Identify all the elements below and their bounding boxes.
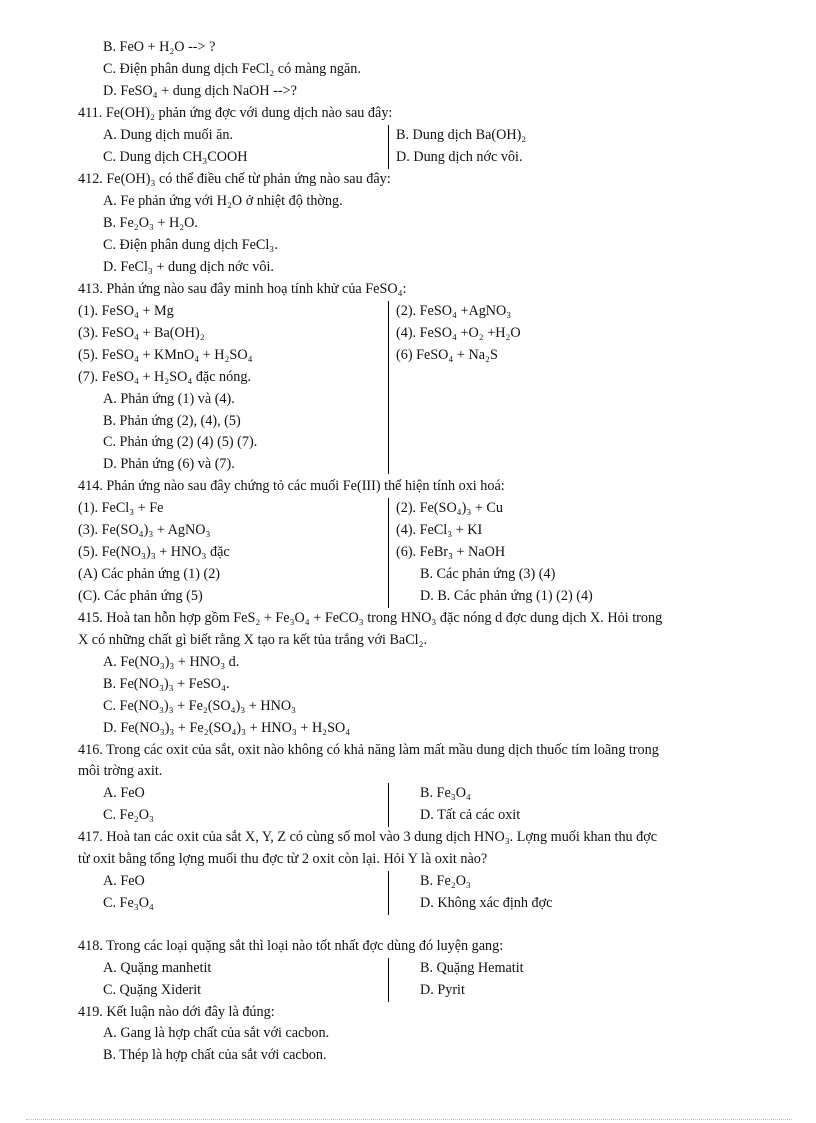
text-line: D. B. Các phản ứng (1) (2) (4) xyxy=(420,588,593,604)
text-line: C. Điện phân dung dịch FeCl₂ có màng ngăn. xyxy=(103,61,361,77)
text-line: 412. Fe(OH)₃ có thể điều chế từ phản ứng nào sau đây: xyxy=(78,171,391,187)
text-line: B. Dung dịch Ba(OH)₂ xyxy=(396,127,527,143)
text-line: B. Fe₂O₃ xyxy=(420,873,471,889)
text-line: (5). FeSO₄ + KMnO₄ + H₂SO₄ xyxy=(78,347,253,363)
text-line: (5). Fe(NO₃)₃ + HNO₃ đặc xyxy=(78,544,230,560)
text-line: C. Dung dịch CH₃COOH xyxy=(103,149,248,165)
text-line: B. Quặng Hematit xyxy=(420,960,524,976)
text-line: A. Dung dịch muối ăn. xyxy=(103,127,234,143)
text-line: (7). FeSO₄ + H₂SO₄ đặc nóng. xyxy=(78,369,251,385)
text-line: B. Thép là hợp chất của sắt với cacbon. xyxy=(103,1047,327,1063)
text-line: B. Phản ứng (2), (4), (5) xyxy=(103,413,241,429)
text-line: 415. Hoà tan hỗn hợp gồm FeS₂ + Fe₃O₄ + FeCO₃ trong HNO₃ đặc nóng d đợc dung dịch X. Hỏi trong xyxy=(78,610,663,626)
column-divider xyxy=(388,498,389,608)
text-line: A. Fe(NO₃)₃ + HNO₃ d. xyxy=(103,654,240,670)
text-line: 418. Trong các loại quặng sắt thì loại nào tốt nhất đợc dùng đó luyện gang: xyxy=(78,938,504,954)
text-line: 411. Fe(OH)₂ phản ứng đợc với dung dịch nào sau đây: xyxy=(78,105,393,121)
text-line: A. Gang là hợp chất của sắt với cacbon. xyxy=(103,1025,330,1041)
text-line: (6) FeSO₄ + Na₂S xyxy=(396,347,498,363)
text-line: 417. Hoà tan các oxit của sắt X, Y, Z có cùng số mol vào 3 dung dịch HNO₃. Lợng muối khan thu đợc xyxy=(78,829,658,845)
text-line: (2). FeSO₄ +AgNO₃ xyxy=(396,303,512,319)
text-line: D. Phản ứng (6) và (7). xyxy=(103,456,235,472)
text-line: A. Fe phản ứng với H₂O ở nhiệt độ thờng. xyxy=(103,193,343,209)
text-line: B. Fe(NO₃)₃ + FeSO₄. xyxy=(103,676,230,692)
text-line: D. FeSO₄ + dung dịch NaOH -->? xyxy=(103,83,297,99)
text-line: (3). Fe(SO₄)₃ + AgNO₃ xyxy=(78,522,211,538)
text-line: B. FeO + H₂O --> ? xyxy=(103,39,216,55)
text-line: D. FeCl₃ + dung dịch nớc vôi. xyxy=(103,259,274,275)
text-line: D. Tất cả các oxit xyxy=(420,807,521,823)
text-line: (2). Fe(SO₄)₃ + Cu xyxy=(396,500,503,516)
text-line: C. Quặng Xiderit xyxy=(103,982,202,998)
text-line: C. Điện phân dung dịch FeCl₃. xyxy=(103,237,278,253)
text-line: C. Fe₂O₃ xyxy=(103,807,154,823)
text-line: 419. Kết luận nào dới đây là đúng: xyxy=(78,1004,275,1020)
text-line: B. Các phản ứng (3) (4) xyxy=(420,566,556,582)
text-line: 413. Phản ứng nào sau đây minh hoạ tính khử của FeSO₄: xyxy=(78,281,407,297)
column-divider xyxy=(388,958,389,1002)
text-line: môi trờng axit. xyxy=(78,763,163,779)
text-line: từ oxit bằng tổng lợng muối thu đợc từ 2 oxit còn lại. Hỏi Y là oxit nào? xyxy=(78,851,488,867)
column-divider xyxy=(388,125,389,169)
text-line: (A) Các phản ứng (1) (2) xyxy=(78,566,221,582)
text-line: B. Fe₃O₄ xyxy=(420,785,471,801)
text-line: X có những chất gì biết rằng X tạo ra kết tủa trắng với BaCl₂. xyxy=(78,632,428,648)
text-line: D. Fe(NO₃)₃ + Fe₂(SO₄)₃ + HNO₃ + H₂SO₄ xyxy=(103,720,351,736)
page-bottom-rule xyxy=(26,1119,792,1120)
text-line: A. FeO xyxy=(103,785,145,801)
text-line: C. Phản ứng (2) (4) (5) (7). xyxy=(103,434,258,450)
text-line: 416. Trong các oxit của sắt, oxit nào không có khả năng làm mất mầu dung dịch thuốc tím loãng trong xyxy=(78,742,659,758)
text-line: C. Fe(NO₃)₃ + Fe₂(SO₄)₃ + HNO₃ xyxy=(103,698,297,714)
text-line: (1). FeSO₄ + Mg xyxy=(78,303,174,319)
text-line: (6). FeBr₃ + NaOH xyxy=(396,544,506,560)
text-line: (3). FeSO₄ + Ba(OH)₂ xyxy=(78,325,205,341)
text-line: 414. Phản ứng nào sau đây chứng tỏ các muối Fe(III) thể hiện tính oxi hoá: xyxy=(78,478,505,494)
column-divider xyxy=(388,301,389,474)
column-divider xyxy=(388,871,389,915)
text-line: A. Quặng manhetit xyxy=(103,960,212,976)
text-line: A. Phản ứng (1) và (4). xyxy=(103,391,235,407)
text-line: (4). FeSO₄ +O₂ +H₂O xyxy=(396,325,521,341)
text-line: D. Pyrit xyxy=(420,982,465,998)
text-line: A. FeO xyxy=(103,873,145,889)
text-line: B. Fe₂O₃ + H₂O. xyxy=(103,215,198,231)
column-divider xyxy=(388,783,389,827)
text-line: D. Dung dịch nớc vôi. xyxy=(396,149,523,165)
text-line: (1). FeCl₃ + Fe xyxy=(78,500,164,516)
text-line: D. Không xác định đợc xyxy=(420,895,553,911)
text-line: C. Fe₃O₄ xyxy=(103,895,154,911)
text-line: (C). Các phản ứng (5) xyxy=(78,588,203,604)
text-line: (4). FeCl₃ + KI xyxy=(396,522,483,538)
